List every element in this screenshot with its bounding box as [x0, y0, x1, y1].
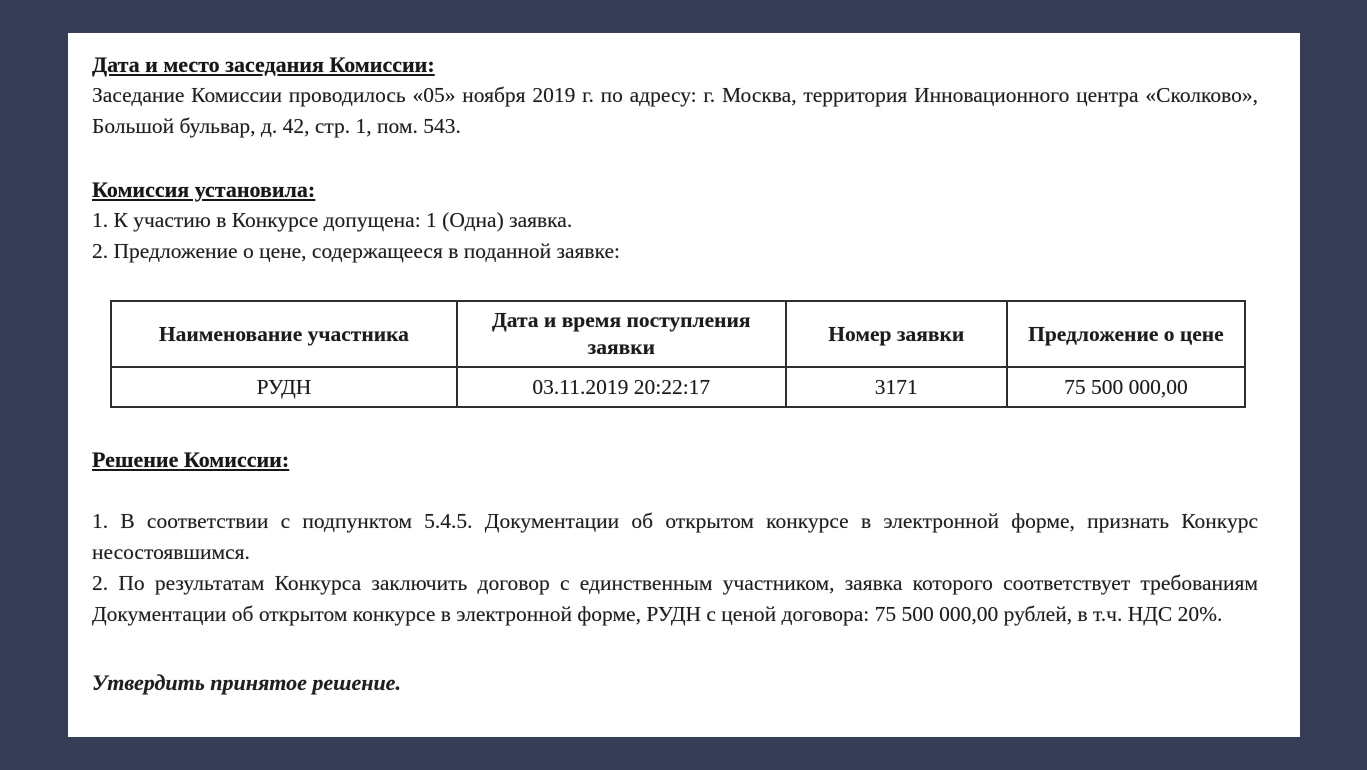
closing-line: Утвердить принятое решение. — [92, 670, 401, 695]
date-place-heading: Дата и место заседания Комиссии: — [92, 52, 435, 77]
header-price-offer: Предложение о цене — [1007, 301, 1245, 367]
ustanovila-item-1: 1. К участию в Конкурсе допущена: 1 (Одна) заявка. — [92, 208, 573, 232]
cell-date-time: 03.11.2019 20:22:17 — [457, 367, 786, 407]
section-reshenie — [92, 444, 1258, 630]
date-place-paragraph: Заседание Комиссии проводилось «05» ноября 2019 г. по адресу: г. Москва, территория Инновационного центра «Сколково», Большой бульвар, д. 42, стр. 1, пом. 543. — [92, 83, 1258, 138]
reshenie-list — [92, 506, 1258, 630]
section-ustanovila — [92, 174, 1258, 267]
table-header-row — [111, 301, 1245, 367]
cell-participant-name: РУДН — [111, 367, 457, 407]
bid-table — [110, 300, 1246, 408]
table-row — [111, 367, 1245, 407]
header-participant-name: Наименование участника — [111, 301, 457, 367]
ustanovila-list — [92, 205, 1258, 267]
document-page — [68, 33, 1300, 737]
cell-price-offer: 75 500 000,00 — [1007, 367, 1245, 407]
header-date-time: Дата и время поступления заявки — [457, 301, 786, 367]
section-date-place — [92, 49, 1258, 142]
ustanovila-heading: Комиссия установила: — [92, 177, 316, 202]
header-application-number: Номер заявки — [786, 301, 1007, 367]
ustanovila-item-2: 2. Предложение о цене, содержащееся в поданной заявке: — [92, 239, 621, 263]
cell-application-number: 3171 — [786, 367, 1007, 407]
reshenie-heading: Решение Комиссии: — [92, 447, 290, 472]
reshenie-item-2: 2. По результатам Конкурса заключить договор с единственным участником, заявка которого соответствует требованиям Документации об открытом конкурсе в электронной форме, РУДН с ценой договора: 75 500 000,00 рублей, в т.ч. НДС 20%. — [92, 571, 1258, 626]
reshenie-item-1: 1. В соответствии с подпунктом 5.4.5. Документации об открытом конкурсе в электронной форме, признать Конкурс несостоявшимся. — [92, 509, 1258, 564]
bid-table-header — [111, 301, 1245, 367]
